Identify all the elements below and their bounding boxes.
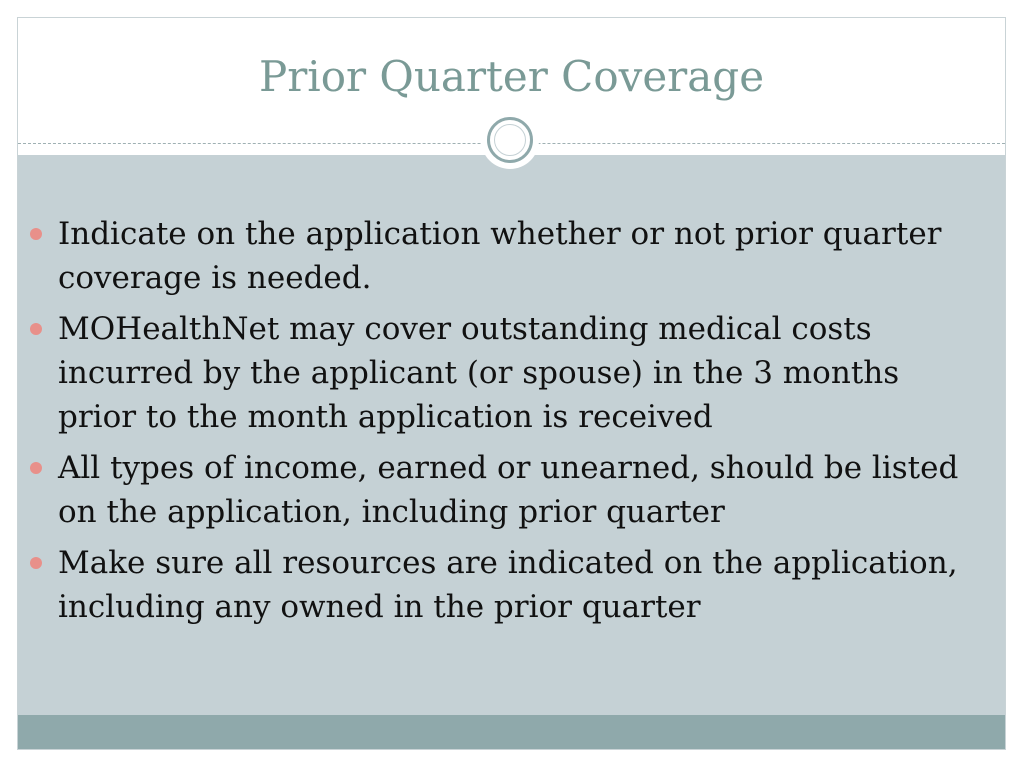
bullet-text: Make sure all resources are indicated on the application, including any owned in the prior quarter [58, 545, 958, 625]
bullet-text: MOHealthNet may cover outstanding medical costs incurred by the applicant (or spouse) in the 3 months prior to the month application is received [58, 311, 900, 435]
bullet-text: All types of income, earned or unearned, should be listed on the application, including prior quarter [58, 450, 959, 530]
bullet-item [22, 446, 962, 534]
bullet-text: Indicate on the application whether or not prior quarter coverage is needed. [58, 216, 942, 296]
bottom-band [18, 715, 1005, 750]
slide-title: Prior Quarter Coverage [258, 52, 765, 101]
bullet-dot-icon [30, 228, 42, 240]
bullet-item [22, 541, 962, 629]
bullet-list [22, 212, 962, 636]
circle-ring-icon [487, 117, 533, 163]
bullet-dot-icon [30, 557, 42, 569]
bullet-item [22, 307, 962, 439]
bullet-item [22, 212, 962, 300]
inner-ring-icon [494, 124, 526, 156]
bullet-dot-icon [30, 323, 42, 335]
bullet-dot-icon [30, 462, 42, 474]
circle-ornament-icon [481, 111, 539, 169]
